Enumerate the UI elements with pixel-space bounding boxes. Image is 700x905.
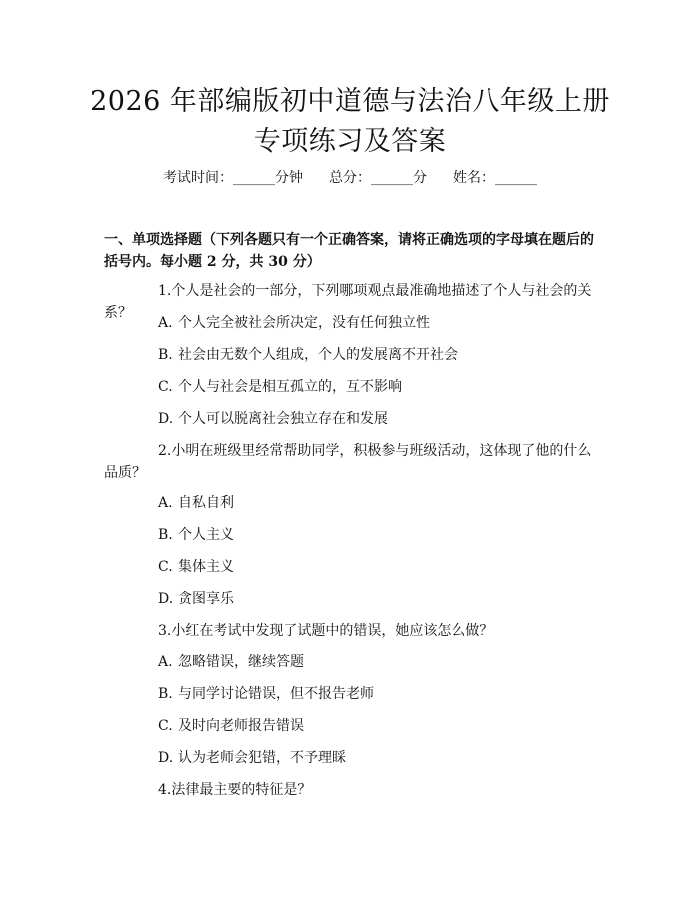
question-text: 个人是社会的一部分，下列哪项观点最准确地描述了个人与社会的关系？ (104, 283, 592, 321)
option-3c (158, 716, 598, 736)
option-letter: B. (158, 686, 173, 702)
question-4 (104, 779, 600, 801)
option-text: 忽略错误，继续答题 (178, 654, 304, 670)
question-number: 2. (158, 443, 172, 459)
option-3d (158, 748, 598, 768)
name-field: 姓名：______ (453, 170, 537, 186)
option-letter: A. (158, 654, 173, 670)
question-text: 小明在班级里经常帮助同学，积极参与班级活动，这体现了他的什么品质？ (104, 443, 592, 481)
exam-meta (0, 168, 700, 188)
option-text: 个人完全被社会所决定，没有任何独立性 (178, 315, 430, 331)
option-1d (158, 409, 598, 429)
option-letter: B. (158, 527, 173, 543)
option-2a (158, 493, 598, 513)
option-1a (158, 313, 598, 333)
page-title: 2026 年部编版初中道德与法治八年级上册专项练习及答案 (90, 86, 610, 157)
option-text: 个人主义 (178, 527, 234, 543)
option-3a (158, 652, 598, 672)
option-3b (158, 684, 598, 704)
option-text: 与同学讨论错误，但不报告老师 (178, 686, 374, 702)
question-text: 小红在考试中发现了试题中的错误，她应该怎么做？ (171, 623, 494, 639)
option-text: 自私自利 (178, 495, 234, 511)
option-2c (158, 557, 598, 577)
option-letter: C. (158, 379, 173, 395)
option-letter: D. (158, 750, 174, 766)
question-number: 4. (158, 782, 172, 798)
question-2 (104, 440, 600, 484)
option-text: 认为老师会犯错，不予理睬 (178, 750, 346, 766)
question-number: 3. (158, 623, 172, 639)
option-text: 集体主义 (178, 559, 234, 575)
question-text: 法律最主要的特征是？ (171, 782, 312, 798)
exam-time-field: 考试时间：______分钟 (163, 170, 303, 186)
option-text: 社会由无数个人组成，个人的发展离不开社会 (178, 347, 458, 363)
option-1c (158, 377, 598, 397)
option-letter: C. (158, 559, 173, 575)
section-heading: 一、单项选择题（下列各题只有一个正确答案，请将正确选项的字母填在题后的括号内。每小题 2 分，共 30 分） (104, 232, 594, 270)
option-letter: D. (158, 591, 174, 607)
option-text: 个人可以脱离社会独立存在和发展 (178, 411, 388, 427)
option-text: 及时向老师报告错误 (178, 718, 304, 734)
option-text: 贪图享乐 (178, 591, 234, 607)
option-text: 个人与社会是相互孤立的，互不影响 (178, 379, 402, 395)
total-score-field: 总分：______分 (329, 170, 427, 186)
question-number: 1. (158, 283, 172, 299)
option-letter: C. (158, 718, 173, 734)
option-2d (158, 589, 598, 609)
option-letter: A. (158, 495, 173, 511)
option-letter: D. (158, 411, 174, 427)
option-letter: B. (158, 347, 173, 363)
option-2b (158, 525, 598, 545)
question-3 (104, 620, 600, 642)
option-letter: A. (158, 315, 173, 331)
option-1b (158, 345, 598, 365)
